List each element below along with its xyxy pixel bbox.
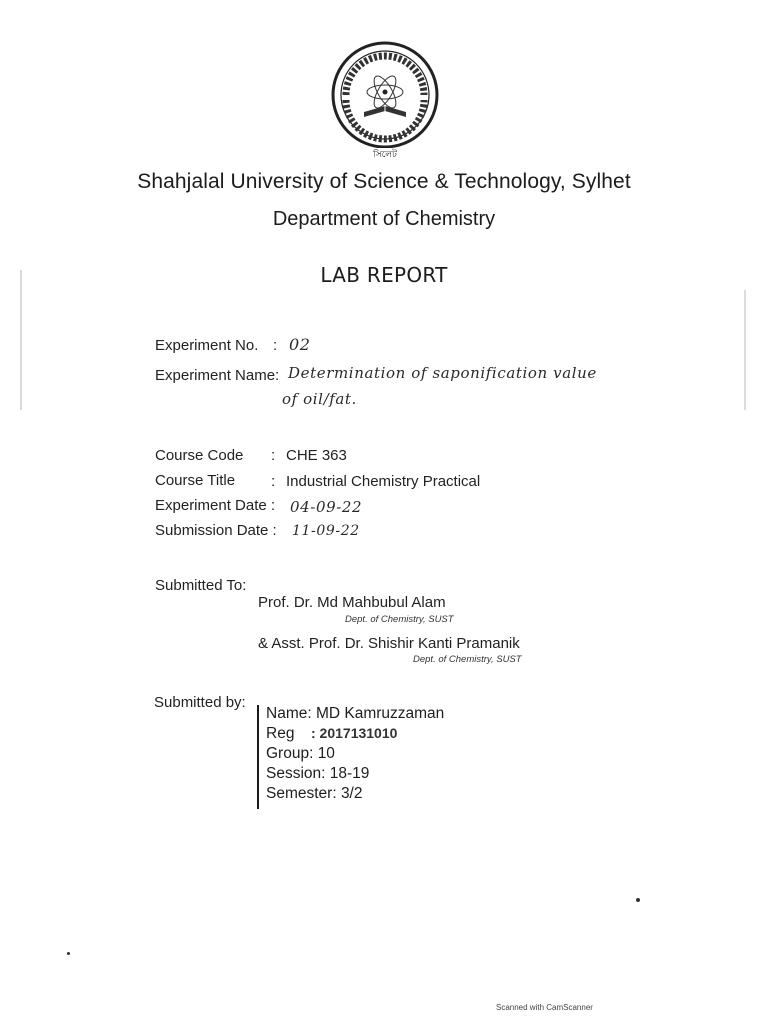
submission-date-label: Submission Date : <box>155 522 277 539</box>
scan-edge-right <box>744 290 746 410</box>
student-semester: Semester: 3/2 <box>266 785 363 802</box>
report-title: LAB REPORT <box>320 263 448 287</box>
seal-sylhet-text: সিলেট <box>373 149 397 159</box>
experiment-no-label: Experiment No. <box>155 337 259 354</box>
experiment-name-label: Experiment Name: <box>155 367 280 384</box>
experiment-no-value: 02 <box>289 335 311 354</box>
department-name: Department of Chemistry <box>272 208 496 230</box>
professor-1-name: Prof. Dr. Md Mahbubul Alam <box>258 594 446 611</box>
professor-2-affiliation: Dept. of Chemistry, SUST <box>413 654 522 665</box>
experiment-name-line2: of oil/fat. <box>282 390 357 408</box>
submitted-by-bracket <box>257 705 259 809</box>
experiment-date-label: Experiment Date : <box>155 497 276 514</box>
university-seal-logo <box>330 40 440 160</box>
experiment-date-value: 04-09-22 <box>290 498 363 516</box>
student-group: Group: 10 <box>266 745 335 762</box>
submitted-by-label: Submitted by: <box>154 694 246 711</box>
course-title-value: Industrial Chemistry Practical <box>286 473 481 490</box>
student-reg-label: Reg <box>266 725 295 742</box>
experiment-name-line1: Determination of saponification value <box>288 364 597 382</box>
scan-speck <box>636 898 640 902</box>
submitted-to-label: Submitted To: <box>155 577 247 594</box>
course-code-label: Course Code <box>155 447 244 464</box>
scan-speck <box>67 952 70 955</box>
submission-date-value: 11-09-22 <box>292 523 360 539</box>
experiment-no-colon: : <box>273 337 278 354</box>
course-code-colon: : <box>271 447 276 464</box>
course-title-label: Course Title <box>155 472 236 489</box>
course-code-value: CHE 363 <box>286 447 347 464</box>
student-name: Name: MD Kamruzzaman <box>266 705 445 722</box>
professor-2-name: & Asst. Prof. Dr. Shishir Kanti Pramanik <box>258 635 520 652</box>
scanner-watermark: Scanned with CamScanner <box>496 1003 593 1012</box>
professor-1-affiliation: Dept. of Chemistry, SUST <box>345 614 454 625</box>
student-session: Session: 18-19 <box>266 765 370 782</box>
course-title-colon: : <box>271 473 276 490</box>
university-name: Shahjalal University of Science & Technology, Sylhet <box>137 170 631 193</box>
student-reg-value: : 2017131010 <box>311 725 398 741</box>
scan-edge-left <box>20 270 22 410</box>
